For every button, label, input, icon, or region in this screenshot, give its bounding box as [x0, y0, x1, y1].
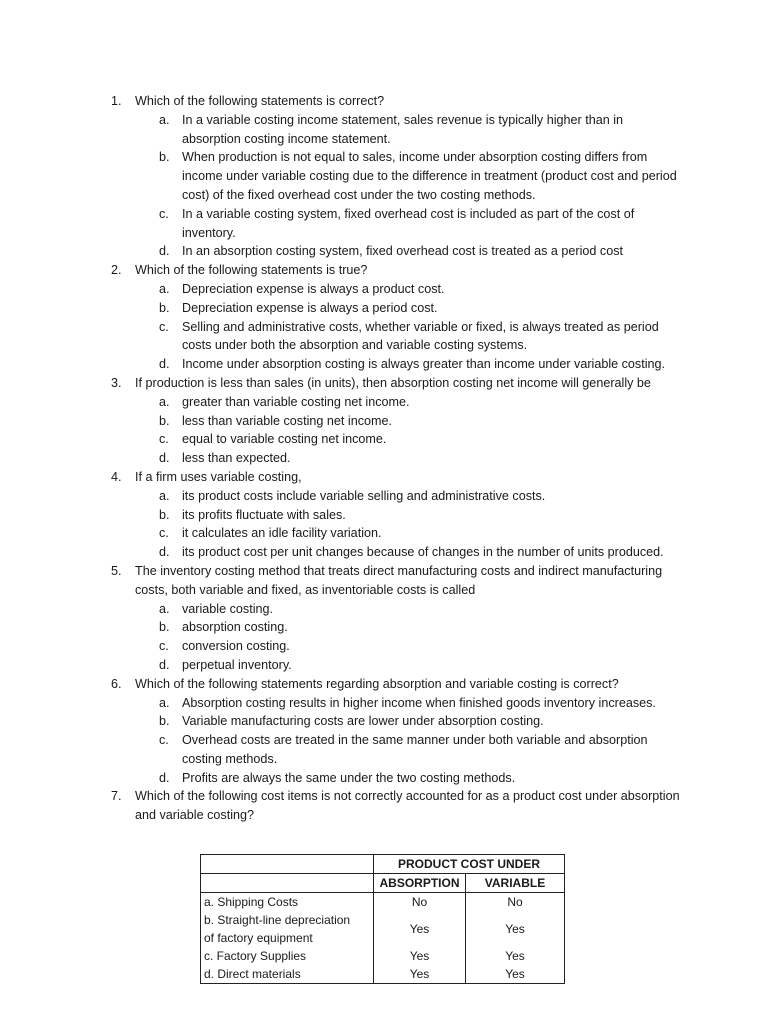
option-label: d.	[159, 657, 170, 672]
option-label: d.	[159, 357, 170, 372]
option-label: b.	[159, 300, 170, 315]
table-row	[201, 947, 565, 965]
question-text: The inventory costing method that treats direct manufacturing costs and indirect manufacturing costs, both variable and fixed, as inventoriable costs is called	[135, 563, 663, 597]
option-5c	[159, 637, 681, 656]
table-row	[201, 893, 565, 912]
column-header-variable: VARIABLE	[466, 874, 565, 893]
option-list	[135, 694, 681, 788]
row-absorption: No	[374, 893, 466, 912]
question-3	[111, 374, 681, 468]
option-label: a.	[159, 394, 170, 409]
option-label: c.	[159, 206, 169, 221]
question-text: If production is less than sales (in units), then absorption costing net income will generally be	[135, 375, 651, 390]
row-variable: Yes	[466, 947, 565, 965]
table-corner-cell	[201, 855, 374, 874]
option-label: d.	[159, 770, 170, 785]
question-2	[111, 261, 681, 374]
question-list	[111, 92, 681, 825]
option-list	[135, 111, 681, 261]
option-2d	[159, 355, 681, 374]
table-row	[201, 911, 565, 947]
option-label: a.	[159, 601, 170, 616]
option-5a	[159, 600, 681, 619]
question-body	[135, 92, 681, 261]
question-body	[135, 374, 681, 468]
question-text: Which of the following statements is correct?	[135, 94, 385, 108]
row-item: a. Shipping Costs	[201, 893, 374, 912]
option-6a	[159, 694, 681, 713]
row-variable: Yes	[466, 911, 565, 947]
option-6c	[159, 731, 681, 769]
option-6b	[159, 712, 681, 731]
option-list	[135, 280, 681, 374]
table-row	[201, 965, 565, 984]
option-text: perpetual inventory.	[182, 657, 292, 672]
option-label: c.	[159, 432, 169, 447]
option-text: conversion costing.	[182, 639, 290, 654]
option-text: In an absorption costing system, fixed overhead cost is treated as a period cost	[182, 244, 624, 259]
row-absorption: Yes	[374, 911, 466, 947]
option-6d	[159, 769, 681, 788]
option-label: c.	[159, 526, 169, 541]
option-1c	[159, 205, 681, 243]
option-1b	[159, 148, 681, 204]
option-text: its product cost per unit changes because of changes in the number of units produced.	[182, 545, 664, 560]
question-text: Which of the following statements is true?	[135, 263, 368, 278]
row-item: d. Direct materials	[201, 965, 374, 984]
table-corner-cell	[201, 874, 374, 893]
option-text: variable costing.	[182, 601, 274, 616]
option-3c	[159, 430, 681, 449]
option-2c	[159, 318, 681, 356]
option-text: Variable manufacturing costs are lower under absorption costing.	[182, 714, 544, 729]
option-label: c.	[159, 733, 169, 748]
row-variable: No	[466, 893, 565, 912]
option-1d	[159, 242, 681, 261]
question-number: 7.	[111, 789, 122, 804]
question-number: 3.	[111, 375, 122, 390]
option-label: a.	[159, 488, 170, 503]
question-text: Which of the following cost items is not correctly accounted for as a product cost under absorption and variable costing?	[135, 789, 680, 823]
option-4b	[159, 506, 681, 525]
option-text: it calculates an idle facility variation.	[182, 526, 382, 541]
option-text: less than variable costing net income.	[182, 413, 393, 428]
option-2b	[159, 299, 681, 318]
table-group-header: PRODUCT COST UNDER	[374, 855, 565, 874]
option-label: c.	[159, 319, 169, 334]
row-item: c. Factory Supplies	[201, 947, 374, 965]
option-text: Depreciation expense is always a product cost.	[182, 281, 445, 296]
option-3a	[159, 393, 681, 412]
question-body	[135, 675, 681, 788]
option-text: Depreciation expense is always a period cost.	[182, 300, 438, 315]
question-body	[135, 562, 681, 675]
question-5	[111, 562, 681, 675]
option-text: Overhead costs are treated in the same manner under both variable and absorption costing methods.	[182, 733, 648, 766]
option-text: its product costs include variable selling and administrative costs.	[182, 488, 546, 503]
option-1a	[159, 111, 681, 149]
row-item	[201, 911, 374, 947]
option-list	[135, 600, 681, 675]
option-3d	[159, 449, 681, 468]
row-item-line: of factory equipment	[204, 931, 313, 945]
option-label: b.	[159, 620, 170, 635]
option-text: In a variable costing system, fixed overhead cost is included as part of the cost of inventory.	[182, 206, 635, 240]
question-text: If a firm uses variable costing,	[135, 469, 302, 484]
option-text: In a variable costing income statement, sales revenue is typically higher than in absorption costing income statement.	[182, 112, 624, 146]
option-text: equal to variable costing net income.	[182, 432, 387, 447]
option-label: d.	[159, 244, 170, 259]
option-label: b.	[159, 150, 170, 165]
question-body	[135, 261, 681, 374]
question-number: 1.	[111, 94, 122, 108]
option-4a	[159, 487, 681, 506]
question-body	[135, 468, 681, 562]
column-header-absorption: ABSORPTION	[374, 874, 466, 893]
option-list	[135, 393, 681, 468]
option-text: greater than variable costing net income.	[182, 394, 410, 409]
option-4c	[159, 524, 681, 543]
row-variable: Yes	[466, 965, 565, 984]
option-text: its profits fluctuate with sales.	[182, 507, 346, 522]
row-absorption: Yes	[374, 965, 466, 984]
option-4d	[159, 543, 681, 562]
question-body	[135, 787, 681, 825]
option-3b	[159, 412, 681, 431]
option-label: b.	[159, 507, 170, 522]
option-text: less than expected.	[182, 451, 291, 466]
option-label: b.	[159, 413, 170, 428]
option-label: d.	[159, 545, 170, 560]
option-label: d.	[159, 451, 170, 466]
question-number: 6.	[111, 676, 122, 691]
question-number: 2.	[111, 263, 122, 278]
option-5d	[159, 656, 681, 675]
option-text: When production is not equal to sales, income under absorption costing differs from income under variable costing due to the difference in treatment (product cost and period cost) of the fixed overhead cost under the two costing methods.	[182, 150, 677, 202]
question-7	[111, 787, 681, 825]
product-cost-table	[200, 854, 565, 984]
option-label: a.	[159, 281, 170, 296]
row-item-line: b. Straight-line depreciation	[204, 913, 351, 927]
question-4	[111, 468, 681, 562]
row-absorption: Yes	[374, 947, 466, 965]
option-5b	[159, 618, 681, 637]
option-text: Selling and administrative costs, whether variable or fixed, is always treated as period costs under both the absorption and variable costing systems.	[182, 319, 659, 353]
option-text: Absorption costing results in higher income when finished goods inventory increases.	[182, 695, 656, 710]
question-number: 5.	[111, 563, 122, 578]
option-2a	[159, 280, 681, 299]
question-6	[111, 675, 681, 788]
option-text: Profits are always the same under the two costing methods.	[182, 770, 516, 785]
option-list	[135, 487, 681, 562]
option-label: a.	[159, 112, 170, 127]
option-label: a.	[159, 695, 170, 710]
option-label: c.	[159, 639, 169, 654]
question-1	[111, 92, 681, 261]
question-number: 4.	[111, 469, 122, 484]
option-text: absorption costing.	[182, 620, 288, 635]
option-label: b.	[159, 714, 170, 729]
option-text: Income under absorption costing is always greater than income under variable costing.	[182, 357, 666, 372]
question-text: Which of the following statements regarding absorption and variable costing is correct?	[135, 676, 619, 691]
